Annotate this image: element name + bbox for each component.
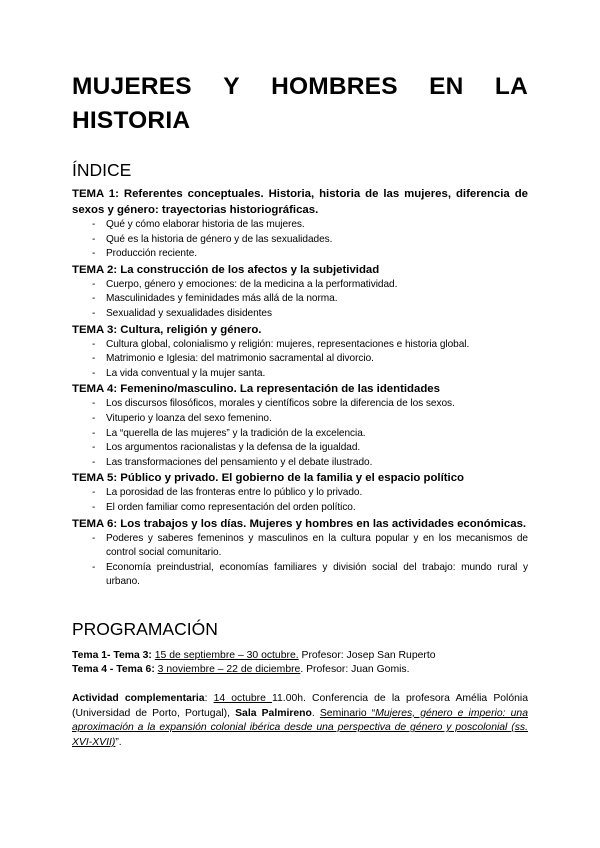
dash-bullet: - [92, 487, 96, 499]
dash-bullet: - [92, 307, 96, 319]
tema-heading: TEMA 6: Los trabajos y los días. Mujeres y hombres en las actividades económicas. [72, 517, 527, 530]
title-word: EN [429, 73, 464, 100]
dash-bullet: - [92, 501, 96, 513]
title-word: Y [223, 73, 240, 100]
dash-bullet: - [92, 233, 96, 245]
tema-items [72, 397, 528, 470]
separator: : [148, 649, 155, 661]
list-item-text: Cuerpo, género y emociones: de la medicina a la performatividad. [106, 278, 398, 290]
schedule-dates: 15 de septiembre – 30 octubre. [154, 649, 299, 661]
list-item-text: Producción reciente. [106, 248, 198, 260]
dash-bullet: - [92, 561, 96, 573]
tema-heading: TEMA 3: Cultura, religión y género. [72, 323, 262, 336]
list-item-text: Matrimonio e Iglesia: del matrimonio sacramental al divorcio. [106, 353, 374, 365]
title-word: HOMBRES [271, 73, 398, 100]
dash-bullet: - [92, 219, 96, 230]
title-word: LA [494, 73, 528, 100]
programacion-schedule [72, 649, 528, 678]
list-item-text: La vida conventual y la mujer santa. [106, 367, 266, 379]
list-item-text: Qué y cómo elaborar historia de las mujeres. [106, 219, 305, 230]
tema-heading: TEMA 1: Referentes conceptuales. Historia, historia de las mujeres, diferencia de sexos y género: trayectorias historiográficas. [72, 188, 528, 216]
seminario-title: Mujeres, género e imperio: una aproximación a la expansión colonial ibérica desde una perspectiva de género y poscolonial (ss. XVI-XVII) [72, 707, 528, 748]
list-item-text: Las transformaciones del pensamiento y el debate ilustrado. [106, 456, 373, 468]
list-item-text: Qué es la historia de género y de las sexualidades. [106, 233, 333, 245]
list-item [92, 427, 528, 442]
actividad-end: ”. [115, 736, 122, 748]
list-item [92, 233, 528, 248]
actividad-sala: Sala Palmireno [235, 707, 312, 719]
list-item [92, 367, 528, 382]
document-title [72, 70, 528, 138]
schedule-line-2 [72, 663, 528, 678]
actividad-date: 14 octubre [213, 693, 273, 705]
schedule-temas: Tema 1- Tema 3 [72, 649, 149, 661]
actividad-text: 11.00h. Conferencia de la profesora Amélia Polónia (Universidad de Porto, Portugal), [72, 693, 528, 719]
dash-bullet: - [92, 456, 96, 468]
schedule-dates: 3 noviembre – 22 de diciembre [157, 664, 301, 676]
list-item [92, 218, 528, 233]
indice-heading: ÍNDICE [72, 160, 132, 180]
list-item [92, 532, 528, 561]
dash-bullet: - [92, 353, 96, 365]
seminario-label: Seminario “ [319, 707, 376, 719]
tema-items [72, 486, 528, 515]
title-line-2: HISTORIA [72, 107, 191, 134]
dash-bullet: - [92, 427, 96, 439]
list-item-text: Los argumentos racionalistas y la defensa de la igualdad. [106, 442, 361, 454]
list-item-text: La “querella de las mujeres” y la tradición de la excelencia. [106, 427, 366, 439]
list-item-text: Cultura global, colonialismo y religión: mujeres, representaciones e historia global. [106, 338, 470, 350]
dash-bullet: - [92, 398, 96, 410]
list-item [92, 561, 528, 590]
list-item-text: El orden familiar como representación del orden político. [106, 501, 356, 513]
list-item-text: Vituperio y loanza del sexo femenino. [106, 412, 272, 424]
list-item-text: La porosidad de las fronteras entre lo público y lo privado. [106, 487, 363, 499]
actividad-text: . [311, 707, 320, 719]
programacion-heading: PROGRAMACIÓN [72, 618, 218, 639]
dash-bullet: - [92, 412, 96, 424]
list-item [92, 501, 528, 516]
actividad-label: Actividad complementaria [72, 693, 205, 705]
actividad-complementaria [72, 692, 528, 750]
list-item [92, 307, 528, 322]
schedule-professor: . Profesor: Juan Gomis. [300, 664, 410, 676]
dash-bullet: - [92, 367, 96, 379]
list-item-text: Poderes y saberes femeninos y masculinos en la cultura popular y en los mecanismos de control social comunitario. [106, 532, 528, 559]
list-item-text: Sexualidad y sexualidades disidentes [106, 307, 272, 319]
tema-items [72, 532, 528, 590]
list-item-text: Los discursos filosóficos, morales y científicos sobre la diferencia de los sexos. [106, 398, 455, 410]
tema-heading: TEMA 4: Femenino/masculino. La representación de las identidades [72, 383, 440, 396]
dash-bullet: - [92, 278, 96, 290]
schedule-professor: Profesor: Josep San Ruperto [298, 649, 436, 661]
document-page [72, 70, 528, 750]
schedule-line-1 [72, 649, 528, 664]
dash-bullet: - [92, 442, 96, 454]
tema-items [72, 218, 528, 262]
tema-items [72, 338, 528, 382]
list-item [92, 278, 528, 293]
list-item [92, 456, 528, 471]
dash-bullet: - [92, 293, 96, 305]
tema-heading: TEMA 2: La construcción de los afectos y la subjetividad [72, 263, 380, 276]
list-item-text: Economía preindustrial, economías familiares y división social del trabajo: mundo rural y urbano. [106, 561, 528, 588]
list-item-text: Masculinidades y feminidades más allá de la norma. [106, 293, 338, 305]
list-item [92, 397, 528, 412]
tema-items [72, 278, 528, 322]
list-item [92, 486, 528, 501]
separator: : [151, 664, 158, 676]
title-word: MUJERES [72, 73, 192, 100]
list-item [92, 247, 528, 262]
title-line-1 [72, 70, 528, 104]
list-item [92, 441, 528, 456]
dash-bullet: - [92, 338, 96, 350]
dash-bullet: - [92, 532, 96, 544]
list-item [92, 338, 528, 353]
list-item [92, 412, 528, 427]
dash-bullet: - [92, 248, 96, 260]
tema-heading: TEMA 5: Público y privado. El gobierno de la familia y el espacio político [72, 472, 465, 485]
separator: : [204, 693, 214, 705]
list-item [92, 352, 528, 367]
indice-list [72, 186, 528, 590]
schedule-temas: Tema 4 - Tema 6 [72, 664, 152, 676]
list-item [92, 292, 528, 307]
